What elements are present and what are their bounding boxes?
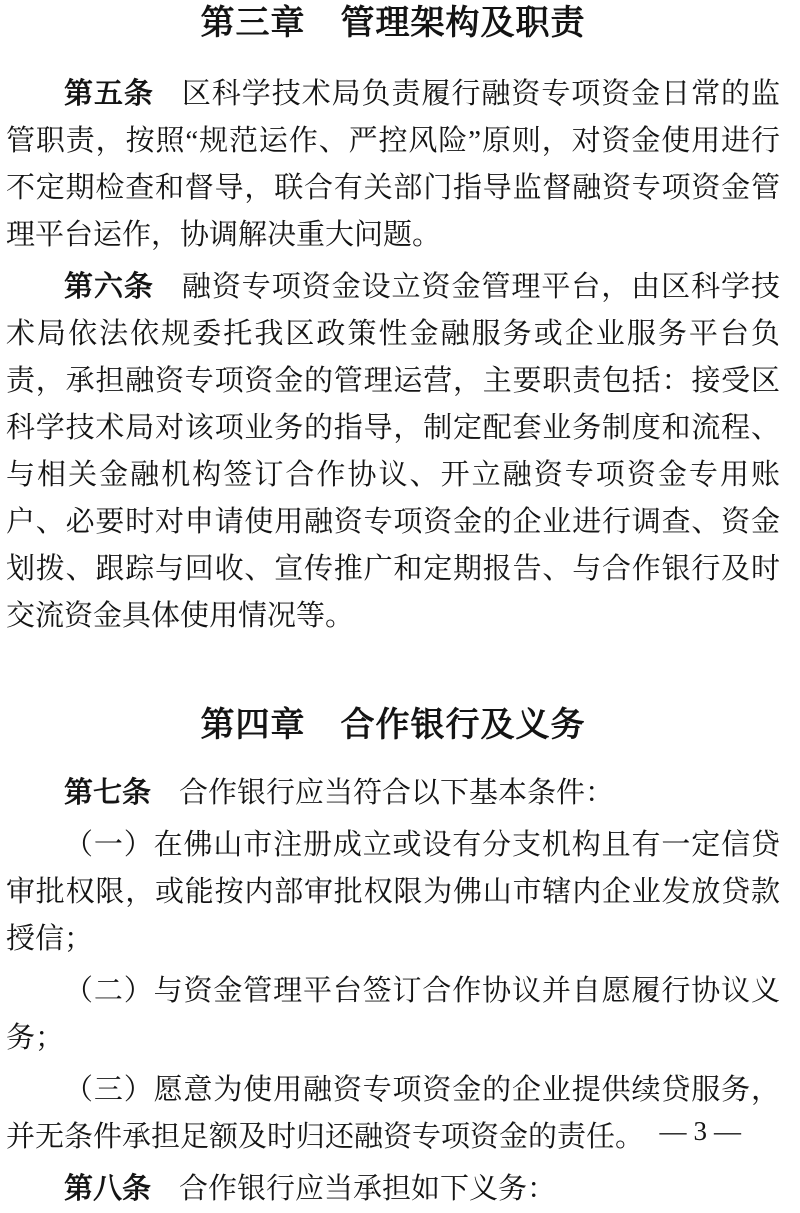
article-6-paragraph [6,264,780,640]
article-7-paragraph [6,770,780,817]
condition-item-2: （二）与资金管理平台签订合作协议并自愿履行协议义务； [6,975,780,1054]
chapter-3-heading: 第三章 管理架构及职责 [200,5,586,42]
article-8-paragraph [6,1166,780,1213]
article-6-label: 第六条 [64,271,154,303]
article-7-label: 第七条 [64,777,152,809]
footer-dash-right: — [714,1116,741,1146]
article-5-paragraph [6,71,780,259]
article-6-text: 融资专项资金设立资金管理平台，由区科学技术局依法依规委托我区政策性金融服务或企业服务平台负责，承担融资专项资金的管理运营，主要职责包括：接受区科学技术局对该项业务的指导，制定配套业务制度和流程、与相关金融机构签订合作协议、开立融资专项资金专用账户、必要时对申请使用融资专项资金的企业进行调查、资金划拨、跟踪与回收、宣传推广和定期报告、与合作银行及时交流资金具体使用情况等。 [6,271,780,632]
article-5-text: 区科学技术局负责履行融资专项资金日常的监管职责，按照“规范运作、严控风险”原则，对资金使用进行不定期检查和督导，联合有关部门指导监督融资专项资金管理平台运作，协调解决重大问题。 [6,78,780,251]
chapter-4-heading: 第四章 合作银行及义务 [200,707,586,744]
page-footer [653,1114,749,1148]
article-8-label: 第八条 [64,1173,152,1205]
article-5-label: 第五条 [64,78,154,110]
article-7-text: 合作银行应当符合以下基本条件： [179,777,615,809]
footer-dash-left: — [659,1116,687,1146]
page-number: 3 [693,1116,707,1146]
condition-item-3: （三）愿意为使用融资专项资金的企业提供续贷服务，并无条件承担足额及时归还融资专项资金的责任。 [6,1074,780,1153]
article-8-text: 合作银行应当承担如下义务： [179,1173,557,1205]
condition-item-1: （一）在佛山市注册成立或设有分支机构且有一定信贷审批权限，或能按内部审批权限为佛山市辖内企业发放贷款授信； [6,829,780,955]
